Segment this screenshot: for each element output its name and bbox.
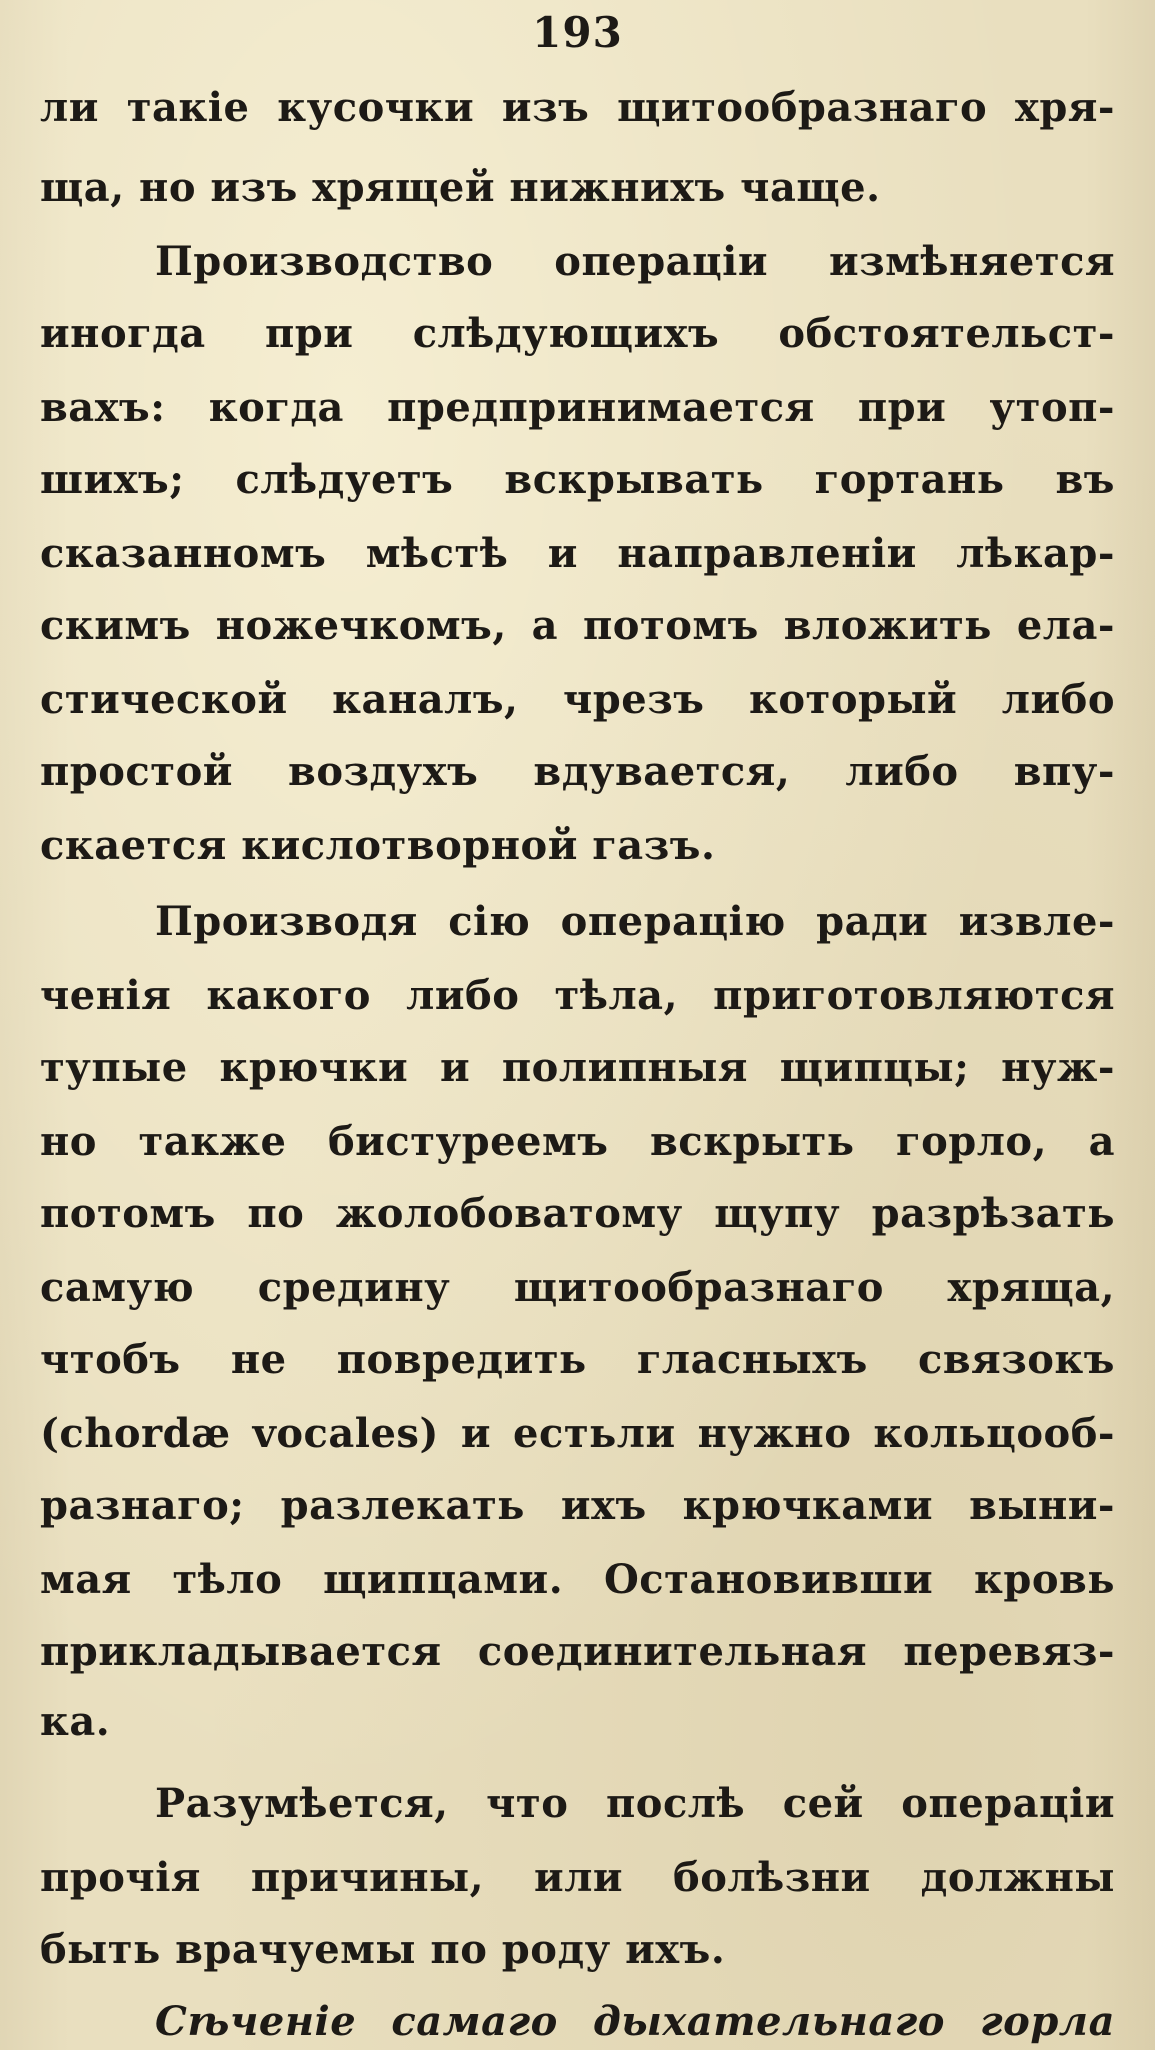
text-line: мая тѣло щипцами. Остановивши кровь	[40, 1556, 1115, 1603]
text-line: Производство операціи измѣняется	[155, 238, 1115, 285]
text-line: сказанномъ мѣстѣ и направленіи лѣкар-	[40, 530, 1115, 577]
text-line: потомъ по жолобоватому щупу разрѣзать	[40, 1190, 1115, 1237]
text-line: ща, но изъ хрящей нижнихъ чаще.	[40, 164, 881, 211]
text-line: прочія причины, или болѣзни должны	[40, 1854, 1115, 1901]
text-line: шихъ; слѣдуетъ вскрывать гортань въ	[40, 456, 1115, 503]
text-line: стической каналъ, чрезъ который либо	[40, 676, 1115, 723]
text-line: ченія какого либо тѣла, приготовляются	[40, 972, 1115, 1019]
text-line: самую средину щитообразнаго хряща,	[40, 1264, 1115, 1311]
text-line: вахъ: когда предпринимается при утоп-	[40, 384, 1115, 431]
text-line: чтобъ не повредить гласныхъ связокъ	[40, 1336, 1115, 1383]
text-line: ка.	[40, 1698, 111, 1745]
text-line: простой воздухъ вдувается, либо впу-	[40, 748, 1115, 795]
text-line: Разумѣется, что послѣ сей операціи	[155, 1780, 1115, 1827]
page-number: 193	[532, 8, 623, 57]
text-line: Производя сію операцію ради извле-	[155, 898, 1115, 945]
text-line: тупые крючки и полипныя щипцы; нуж-	[40, 1044, 1115, 1091]
text-line: прикладывается соединительная перевяз-	[40, 1628, 1115, 1675]
text-line: (chordæ vocales) и естьли нужно кольцооб-	[40, 1410, 1115, 1457]
text-line: Сѣченіе самаго дыхательнаго горла	[155, 1998, 1115, 2045]
text-line: скается кислотворной газъ.	[40, 822, 716, 869]
text-line: но также бистуреемъ вскрыть горло, а	[40, 1118, 1115, 1165]
text-line: скимъ ножечкомъ, а потомъ вложить ела-	[40, 602, 1115, 649]
text-line: быть врачуемы по роду ихъ.	[40, 1926, 726, 1973]
text-line: ли такіе кусочки изъ щитообразнаго хря-	[40, 84, 1115, 131]
text-line: иногда при слѣдующихъ обстоятельст-	[40, 310, 1115, 357]
text-line: разнаго; разлекать ихъ крючками выни-	[40, 1482, 1115, 1529]
